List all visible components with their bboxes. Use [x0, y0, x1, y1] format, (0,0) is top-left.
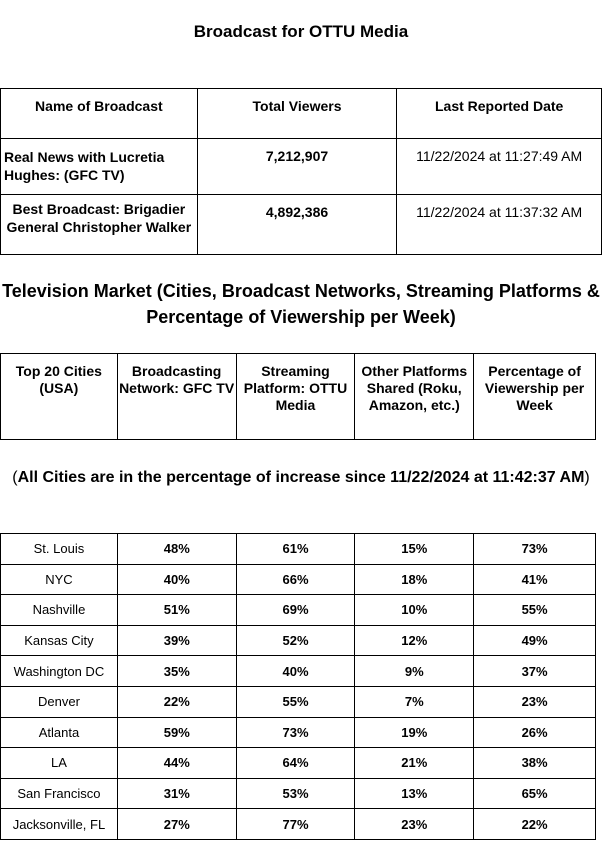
city-row	[1, 717, 596, 748]
page-title: Broadcast for OTTU Media	[193, 22, 409, 41]
other-platforms-percentage: 13%	[355, 778, 474, 809]
network-percentage: 59%	[117, 717, 236, 748]
header-last-reported-date: Last Reported Date	[397, 89, 602, 139]
viewership-percentage: 22%	[474, 809, 596, 840]
streaming-percentage: 73%	[236, 717, 355, 748]
streaming-percentage: 66%	[236, 564, 355, 595]
other-platforms-percentage: 18%	[355, 564, 474, 595]
network-percentage: 22%	[117, 686, 236, 717]
network-percentage: 51%	[117, 595, 236, 626]
viewership-percentage: 26%	[474, 717, 596, 748]
viewership-percentage: 23%	[474, 686, 596, 717]
percentage-note: (All Cities are in the percentage of increase since 11/22/2024 at 11:42:37 AM)	[12, 469, 590, 486]
market-section-title: Television Market (Cities, Broadcast Networks, Streaming Platforms & Percentage of Viewership per Week)	[2, 281, 600, 327]
viewership-percentage: 37%	[474, 656, 596, 687]
network-percentage: 44%	[117, 748, 236, 779]
city-row	[1, 534, 596, 565]
broadcast-date: 11/22/2024 at 11:37:32 AM	[397, 195, 602, 255]
viewership-percentage: 55%	[474, 595, 596, 626]
header-name-of-broadcast: Name of Broadcast	[1, 89, 198, 139]
market-header-table	[0, 353, 596, 440]
header-percentage-viewership: Percentage of Viewership per Week	[474, 354, 596, 440]
city-name: Nashville	[1, 595, 118, 626]
streaming-percentage: 61%	[236, 534, 355, 565]
header-broadcasting-network: Broadcasting Network: GFC TV	[117, 354, 236, 440]
market-header-row	[1, 354, 596, 440]
broadcast-row	[1, 139, 602, 195]
city-name: Jacksonville, FL	[1, 809, 118, 840]
city-name: NYC	[1, 564, 118, 595]
other-platforms-percentage: 19%	[355, 717, 474, 748]
city-row	[1, 595, 596, 626]
city-name: Atlanta	[1, 717, 118, 748]
network-percentage: 48%	[117, 534, 236, 565]
city-name: LA	[1, 748, 118, 779]
header-other-platforms: Other Platforms Shared (Roku, Amazon, etc.)	[355, 354, 474, 440]
streaming-percentage: 55%	[236, 686, 355, 717]
broadcast-name: Real News with Lucretia Hughes: (GFC TV)	[1, 139, 198, 195]
header-streaming-platform: Streaming Platform: OTTU Media	[236, 354, 355, 440]
city-row	[1, 748, 596, 779]
city-row	[1, 656, 596, 687]
streaming-percentage: 69%	[236, 595, 355, 626]
other-platforms-percentage: 21%	[355, 748, 474, 779]
city-row	[1, 625, 596, 656]
streaming-percentage: 77%	[236, 809, 355, 840]
streaming-percentage: 64%	[236, 748, 355, 779]
other-platforms-percentage: 23%	[355, 809, 474, 840]
broadcast-table	[0, 88, 602, 255]
city-name: Washington DC	[1, 656, 118, 687]
header-total-viewers: Total Viewers	[197, 89, 397, 139]
viewership-percentage: 73%	[474, 534, 596, 565]
broadcast-date: 11/22/2024 at 11:27:49 AM	[397, 139, 602, 195]
cities-table	[0, 533, 596, 840]
streaming-percentage: 53%	[236, 778, 355, 809]
broadcast-viewers: 4,892,386	[197, 195, 397, 255]
viewership-percentage: 49%	[474, 625, 596, 656]
broadcast-row	[1, 195, 602, 255]
other-platforms-percentage: 10%	[355, 595, 474, 626]
city-name: San Francisco	[1, 778, 118, 809]
streaming-percentage: 52%	[236, 625, 355, 656]
viewership-percentage: 38%	[474, 748, 596, 779]
other-platforms-percentage: 15%	[355, 534, 474, 565]
streaming-percentage: 40%	[236, 656, 355, 687]
city-row	[1, 809, 596, 840]
network-percentage: 31%	[117, 778, 236, 809]
network-percentage: 35%	[117, 656, 236, 687]
network-percentage: 40%	[117, 564, 236, 595]
city-row	[1, 564, 596, 595]
city-name: Kansas City	[1, 625, 118, 656]
percentage-note-text: All Cities are in the percentage of increase since 11/22/2024 at 11:42:37 AM	[17, 469, 585, 486]
city-row	[1, 778, 596, 809]
broadcast-header-row	[1, 89, 602, 139]
broadcast-name: Best Broadcast: Brigadier General Christopher Walker	[1, 195, 198, 255]
broadcast-viewers: 7,212,907	[197, 139, 397, 195]
city-row	[1, 686, 596, 717]
city-name: St. Louis	[1, 534, 118, 565]
viewership-percentage: 65%	[474, 778, 596, 809]
header-top-cities: Top 20 Cities (USA)	[1, 354, 118, 440]
network-percentage: 27%	[117, 809, 236, 840]
viewership-percentage: 41%	[474, 564, 596, 595]
city-name: Denver	[1, 686, 118, 717]
network-percentage: 39%	[117, 625, 236, 656]
other-platforms-percentage: 7%	[355, 686, 474, 717]
other-platforms-percentage: 12%	[355, 625, 474, 656]
other-platforms-percentage: 9%	[355, 656, 474, 687]
